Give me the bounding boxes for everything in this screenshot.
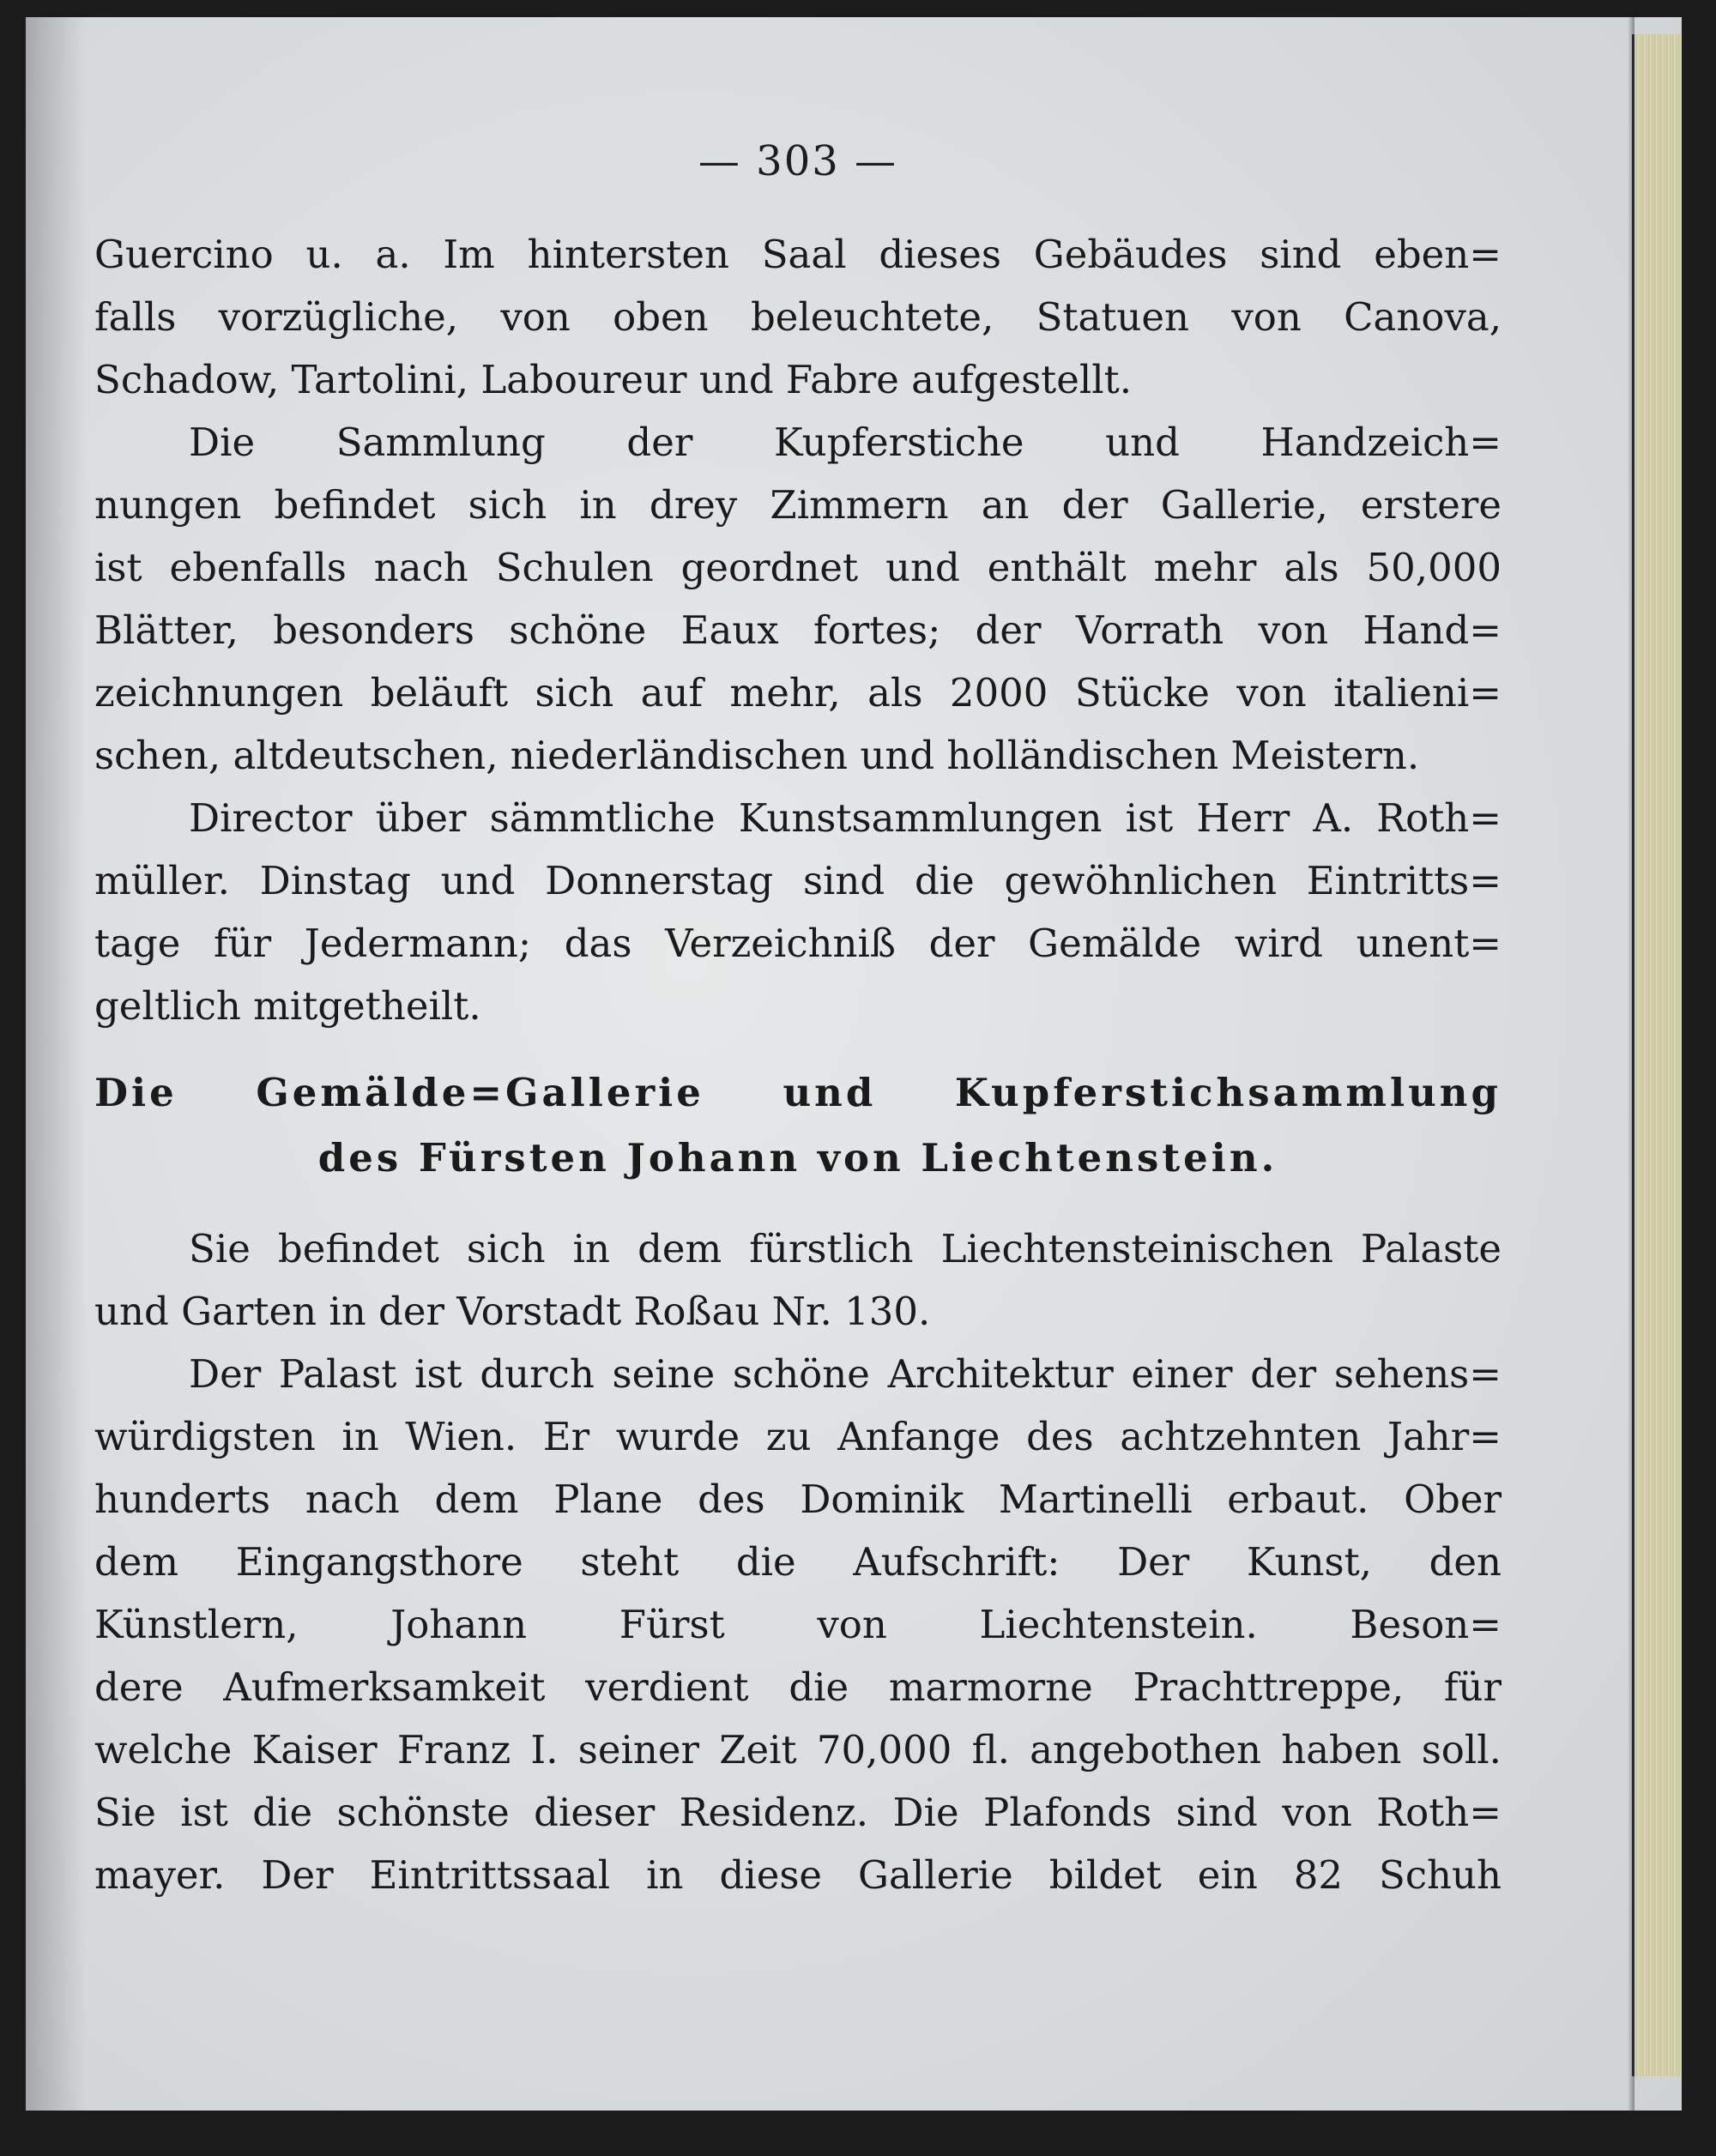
- text-line: Künstlern, Johann Fürst von Liechtenstein. Beson=: [94, 1602, 1502, 1647]
- text-line: falls vorzügliche, von oben beleuchtete, Statuen von Canova,: [94, 294, 1502, 340]
- paragraph: [94, 1217, 1502, 1343]
- text-line: und Garten in der Vorstadt Roßau Nr. 130.: [94, 1289, 931, 1334]
- text-line: hunderts nach dem Plane des Dominik Martinelli erbaut. Ober: [94, 1477, 1502, 1522]
- text-line: Die Sammlung der Kupferstiche und Handzeich=: [189, 420, 1502, 465]
- text-line: schen, altdeutschen, niederländischen und holländischen Meistern.: [94, 733, 1420, 778]
- text-line: Sie befindet sich in dem fürstlich Liechtensteinischen Palaste: [189, 1226, 1502, 1271]
- text-line: würdigsten in Wien. Er wurde zu Anfange des achtzehnten Jahr=: [94, 1414, 1502, 1459]
- page-number: — 303 —: [698, 137, 898, 185]
- text-line: dem Eingangsthore steht die Aufschrift: Der Kunst, den: [94, 1539, 1502, 1585]
- page-edges: [1632, 34, 1682, 2076]
- text-line: nungen befindet sich in drey Zimmern an der Gallerie, erstere: [94, 482, 1502, 528]
- heading-line: des Fürsten Johann von Liechtenstein.: [317, 1135, 1278, 1181]
- text-line: welche Kaiser Franz I. seiner Zeit 70,000 fl. angebothen haben soll.: [94, 1727, 1502, 1773]
- text-line: Schadow, Tartolini, Laboureur und Fabre aufgestellt.: [94, 357, 1133, 402]
- book-page: [26, 17, 1682, 2111]
- body-text: [94, 223, 1502, 1906]
- text-line: mayer. Der Eintrittssaal in diese Gallerie bildet ein 82 Schuh: [94, 1852, 1502, 1898]
- text-line: ist ebenfalls nach Schulen geordnet und enthält mehr als 50,000: [94, 545, 1502, 590]
- text-line: Blätter, besonders schöne Eaux fortes; der Vorrath von Hand=: [94, 607, 1502, 653]
- paragraph: [94, 787, 1502, 1037]
- paragraph: [94, 223, 1502, 411]
- text-line: zeichnungen beläuft sich auf mehr, als 2000 Stücke von italieni=: [94, 670, 1502, 716]
- text-line: müller. Dinstag und Donnerstag sind die gewöhnlichen Eintritts=: [94, 858, 1502, 903]
- text-line: Director über sämmtliche Kunstsammlungen ist Herr A. Roth=: [189, 795, 1502, 841]
- text-line: Der Palast ist durch seine schöne Architektur einer der sehens=: [189, 1351, 1502, 1397]
- spine-shadow: [26, 17, 86, 2111]
- text-line: dere Aufmerksamkeit verdient die marmorne Prachttreppe, für: [94, 1664, 1502, 1710]
- paragraph: [94, 1343, 1502, 1906]
- heading-line: Die Gemälde=Gallerie und Kupferstichsammlung: [94, 1070, 1502, 1115]
- text-line: Guercino u. a. Im hintersten Saal dieses Gebäudes sind eben=: [94, 232, 1502, 277]
- text-line: geltlich mitgetheilt.: [94, 983, 481, 1029]
- section-heading: [94, 1061, 1502, 1192]
- text-line: tage für Jedermann; das Verzeichniß der Gemälde wird unent=: [94, 921, 1502, 966]
- paragraph: [94, 411, 1502, 787]
- text-line: Sie ist die schönste dieser Residenz. Die Plafonds sind von Roth=: [94, 1790, 1502, 1835]
